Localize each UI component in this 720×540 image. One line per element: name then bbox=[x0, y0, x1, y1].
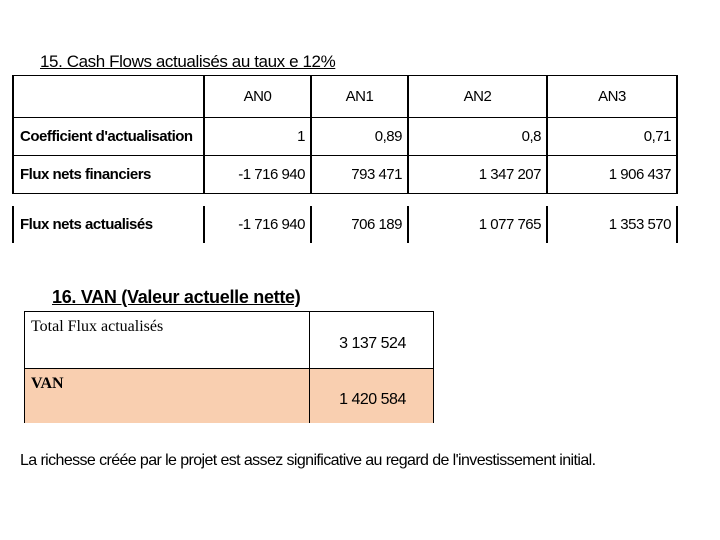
cell-value: 1 347 207 bbox=[407, 156, 546, 193]
section-15-title: 15. Cash Flows actualisés au taux e 12% bbox=[40, 52, 336, 71]
cell-value: 706 189 bbox=[310, 206, 407, 243]
table-row bbox=[12, 118, 678, 156]
header-an1: AN1 bbox=[310, 76, 407, 117]
table-header-row bbox=[12, 75, 678, 118]
cell-value: -1 716 940 bbox=[203, 206, 310, 243]
row-label-total-flux: Total Flux actualisés bbox=[31, 318, 164, 335]
van-table bbox=[24, 311, 434, 423]
header-an0: AN0 bbox=[203, 76, 310, 117]
section-16-title: 16. VAN (Valeur actuelle nette) bbox=[52, 287, 301, 307]
cell-value: 3 137 524 bbox=[309, 312, 435, 368]
cell-value: 793 471 bbox=[310, 156, 407, 193]
conclusion-text: La richesse créée par le projet est assez significative au regard de l'investissement initial. bbox=[20, 452, 596, 469]
cell-value: 1 420 584 bbox=[309, 369, 435, 423]
cell-value: 0,71 bbox=[546, 118, 678, 155]
cell-value: 1 906 437 bbox=[546, 156, 678, 193]
table-row bbox=[12, 206, 678, 243]
row-label-flux-actualises: Flux nets actualisés bbox=[12, 206, 203, 243]
cell-value: 1 353 570 bbox=[546, 206, 678, 243]
row-label-coefficient: Coefficient d'actualisation bbox=[12, 118, 203, 155]
cell-value: -1 716 940 bbox=[203, 156, 310, 193]
header-an2: AN2 bbox=[407, 76, 546, 117]
row-label-van: VAN bbox=[31, 375, 64, 392]
cell-value: 1 077 765 bbox=[407, 206, 546, 243]
table-row bbox=[12, 156, 678, 194]
cash-flow-table bbox=[12, 75, 678, 243]
cell-value: 1 bbox=[203, 118, 310, 155]
table-row bbox=[24, 311, 434, 368]
header-empty-cell bbox=[12, 76, 203, 117]
row-label-flux-financiers: Flux nets financiers bbox=[12, 156, 203, 193]
table-row-highlight bbox=[24, 368, 434, 423]
header-an3: AN3 bbox=[546, 76, 678, 117]
cell-value: 0,8 bbox=[407, 118, 546, 155]
cell-value: 0,89 bbox=[310, 118, 407, 155]
